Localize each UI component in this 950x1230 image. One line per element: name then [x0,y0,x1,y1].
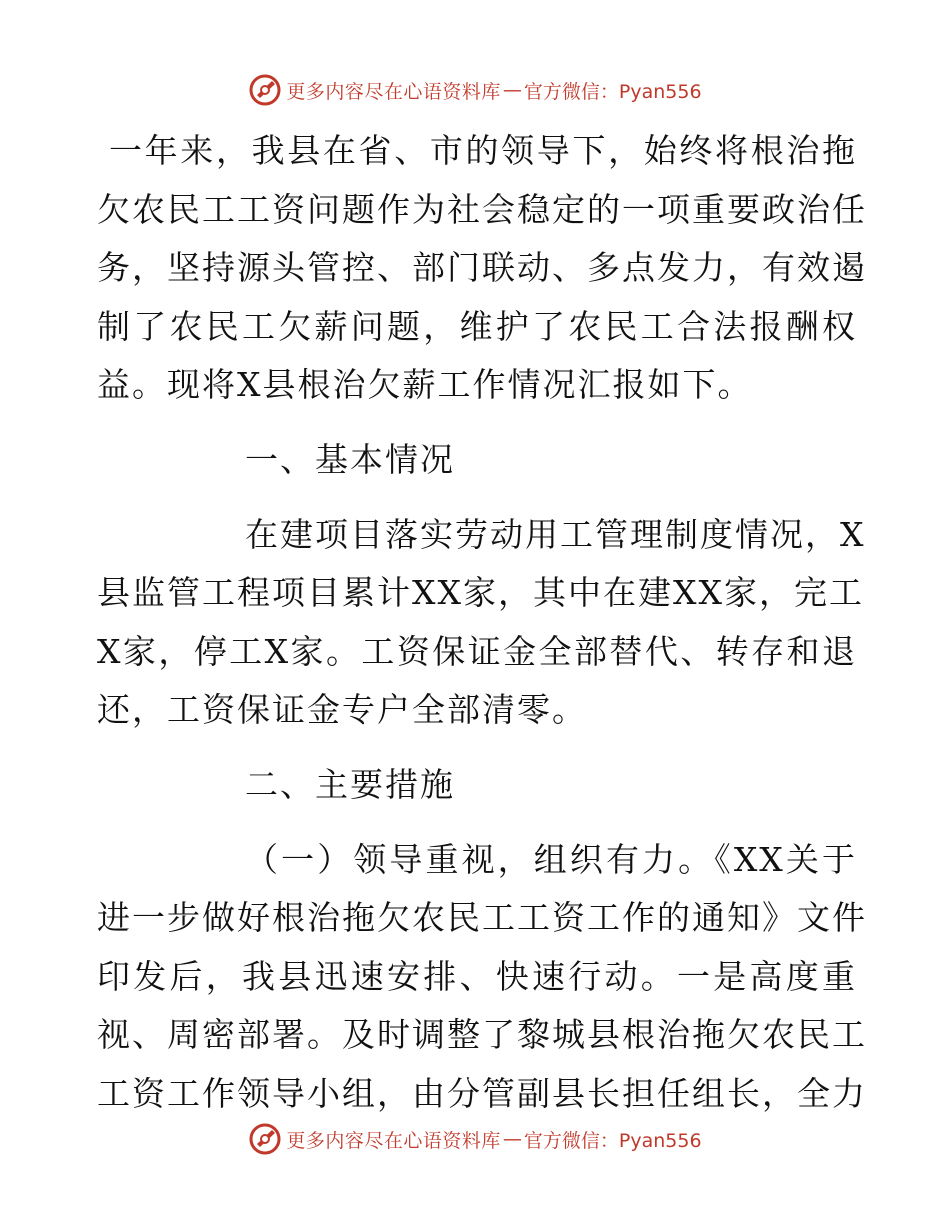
paragraph-main-measures [97,831,867,1124]
paragraph-line: （一）领导重视，组织有力。《XX关于 [245,839,857,879]
paragraph-line: 进一步做好根治拖欠农民工工资工作的通知》文件 [97,898,867,938]
banner-main-text: 更多内容尽在心语资料库 [286,1129,501,1152]
banner-main-text: 更多内容尽在心语资料库 [286,80,501,103]
paragraph-line: 工资工作领导小组，由分管副县长担任组长，全力 [97,1073,867,1113]
banner-contact-text: 官方微信：Pyan556 [523,1129,702,1152]
paragraph-line: 县监管工程项目累计XX家，其中在建XX家，完工 [97,573,864,613]
paragraph-line: 务，坚持源头管控、部门联动、多点发力，有效遏 [97,248,867,288]
section-heading-basic-situation: 一、基本情况 [245,439,455,479]
brand-logo-icon [248,1122,282,1156]
paragraph-line: 还，工资保证金专户全部清零。 [97,690,587,730]
paragraph-line: 印发后，我县迅速安排、快速行动。一是高度重 [97,956,857,996]
paragraph-line: 一年来，我县在省、市的领导下，始终将根治拖 [109,131,857,170]
paragraph-basic-situation [97,506,866,740]
section-heading-main-measures: 二、主要措施 [245,764,455,804]
footer-watermark-banner [0,1119,950,1159]
paragraph-line: 欠农民工工资问题作为社会稳定的一项重要政治任 [97,189,867,229]
paragraph-line: 视、周密部署。及时调整了黎城县根治拖欠农民工 [97,1015,867,1055]
paragraph-line: X家，停工X家。工资保证金全部替代、转存和退 [97,631,857,671]
paragraph-intro [97,122,867,415]
header-watermark-banner [0,70,950,110]
paragraph-line: 在建项目落实劳动用工管理制度情况，X [245,514,866,554]
paragraph-line: 制了农民工欠薪问题，维护了农民工合法报酬权 [97,306,857,346]
brand-logo-icon [248,73,282,107]
banner-separator: — [502,79,522,101]
banner-separator: — [502,1128,522,1150]
paragraph-line: 益。现将X县根治欠薪工作情况汇报如下。 [97,365,753,405]
banner-contact-text: 官方微信：Pyan556 [523,80,702,103]
document-body [97,122,867,1124]
